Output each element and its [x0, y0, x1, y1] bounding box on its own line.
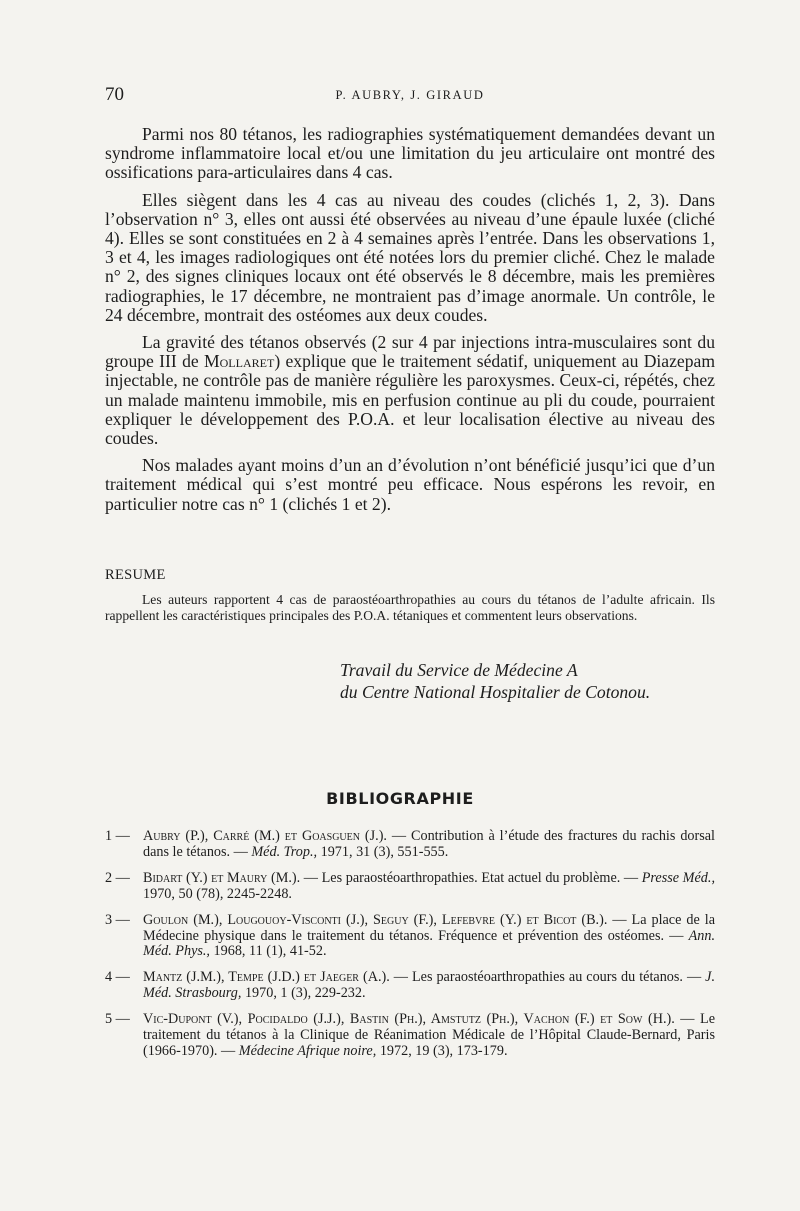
reference-item [105, 1012, 715, 1060]
reference-authors: Vic-Dupont (V.), Pocidaldo (J.J.), Bastin (Ph.), Amstutz (Ph.), Vachon (F.) et Sow (H.). [143, 1011, 675, 1028]
reference-number: 1 — [105, 828, 130, 844]
reference-title: — Le traitement du tétanos à la Clinique de Réanimation Médicale de l’Hôpital Claude-Bernard, Paris (1966-1970). — [143, 1011, 715, 1059]
reference-details: 1970, 50 (78), 2245-2248. [143, 885, 292, 902]
bibliography-heading: BIBLIOGRAPHIE [326, 789, 474, 808]
resume-heading: RESUME [105, 567, 166, 583]
reference-journal: Médecine Afrique noire, [238, 1042, 377, 1059]
reference-authors: Aubry (P.), Carré (M.) et Goasguen (J.). [143, 828, 387, 844]
reference-title: — Les paraostéoarthropathies au cours du tétanos. — [389, 969, 706, 986]
reference-journal: Méd. Trop., [251, 843, 318, 860]
reference-authors: Bidart (Y.) et Maury (M.). [143, 869, 301, 886]
page-header [105, 84, 715, 108]
cited-name-mollaret: Mollaret [204, 351, 275, 372]
affiliation [340, 659, 720, 703]
affiliation-line-1: Travail du Service de Médecine A [340, 660, 578, 680]
paragraph-3 [105, 333, 715, 448]
reference-details: 1968, 11 (1), 41-52. [209, 943, 327, 960]
reference-details: 1971, 31 (3), 551-555. [317, 843, 449, 860]
reference-details: 1972, 19 (3), 173-179. [376, 1042, 508, 1059]
reference-journal: J. Méd. Strasbourg, [143, 969, 716, 1002]
paragraph-3-end: ) explique que le traitement sédatif, uniquement au Diazepam injectable, ne contrôle pas de manière régulière les paroxysmes. Ceux-ci, répétés, chez un malade maintenu immobile, mis en perfusion continue au pli du coude, pourraient expliquer le développement des P.O.A. et leur localisation élective au niveau des coudes. [105, 351, 715, 449]
reference-number: 5 — [105, 1011, 130, 1028]
reference-item [105, 871, 715, 903]
paragraph-4: Nos malades ayant moins d’un an d’évolution n’ont bénéficié jusqu’ici que d’un traitement médical qui s’est montré peu efficace. Nous espérons les revoir, en particulier notre cas n° 1 (clichés 1 et 2). [105, 455, 715, 514]
reference-item [105, 970, 715, 1002]
reference-journal: Ann. Méd. Phys., [143, 927, 715, 960]
running-head-authors: P. AUBRY, J. GIRAUD [335, 88, 485, 102]
reference-details: 1970, 1 (3), 229-232. [241, 985, 366, 1002]
reference-authors: Goulon (M.), Lougouoy-Visconti (J.), Seguy (F.), Lefebvre (Y.) et Bicot (B.). [143, 911, 608, 928]
paragraph-2: Elles siègent dans les 4 cas au niveau des coudes (clichés 1, 2, 3). Dans l’observation n° 3, elles ont aussi été observées au niveau d’une épaule luxée (cliché 4). Elles se sont constituées en 2 à 4 semaines après l’entrée. Dans les observations 1, 3 et 4, les images radiologiques ont été notées lors du premier cliché. Chez le malade n° 2, des signes cliniques locaux ont été observés le 8 décembre, mais les premières radiographies, le 17 décembre, ne montraient pas d’image anormale. Un contrôle, le 24 décembre, montrait des ostéomes aux deux coudes. [105, 189, 715, 325]
reference-title: — La place de la Médecine physique dans le traitement du tétanos. Fréquence et prévention des ostéomes. — [143, 911, 715, 944]
reference-title: — Contribution à l’étude des fractures du rachis dorsal dans le tétanos. — [143, 828, 715, 860]
reference-journal: Presse Méd., [641, 869, 715, 886]
bibliography-list [105, 829, 715, 1070]
paragraph-3-start: La gravité des tétanos observés (2 sur 4 par injections intra-musculaires sont du groupe III de [105, 332, 715, 372]
reference-number: 3 — [105, 911, 130, 928]
page-number: 70 [105, 84, 124, 105]
affiliation-line-2: du Centre National Hospitalier de Cotonou. [340, 682, 651, 702]
reference-item [105, 829, 715, 861]
reference-number: 2 — [105, 869, 130, 886]
reference-number: 4 — [105, 969, 130, 986]
resume-text: Les auteurs rapportent 4 cas de paraostéoarthropathies au cours du tétanos de l’adulte africain. Ils rappellent les caractéristiques principales des P.O.A. tétaniques et commentent leurs observations. [105, 592, 715, 624]
reference-title: — Les paraostéoarthropathies. Etat actuel du problème. — [300, 869, 642, 886]
reference-authors: Mantz (J.M.), Tempe (J.D.) et Jaeger (A.). [143, 969, 390, 986]
body-text [105, 125, 715, 522]
reference-item [105, 913, 715, 961]
paragraph-1: Parmi nos 80 tétanos, les radiographies systématiquement demandées devant un syndrome inflammatoire local et/ou une limitation du jeu articulaire ont montré des ossifications para-articulaires dans 4 cas. [105, 124, 715, 183]
